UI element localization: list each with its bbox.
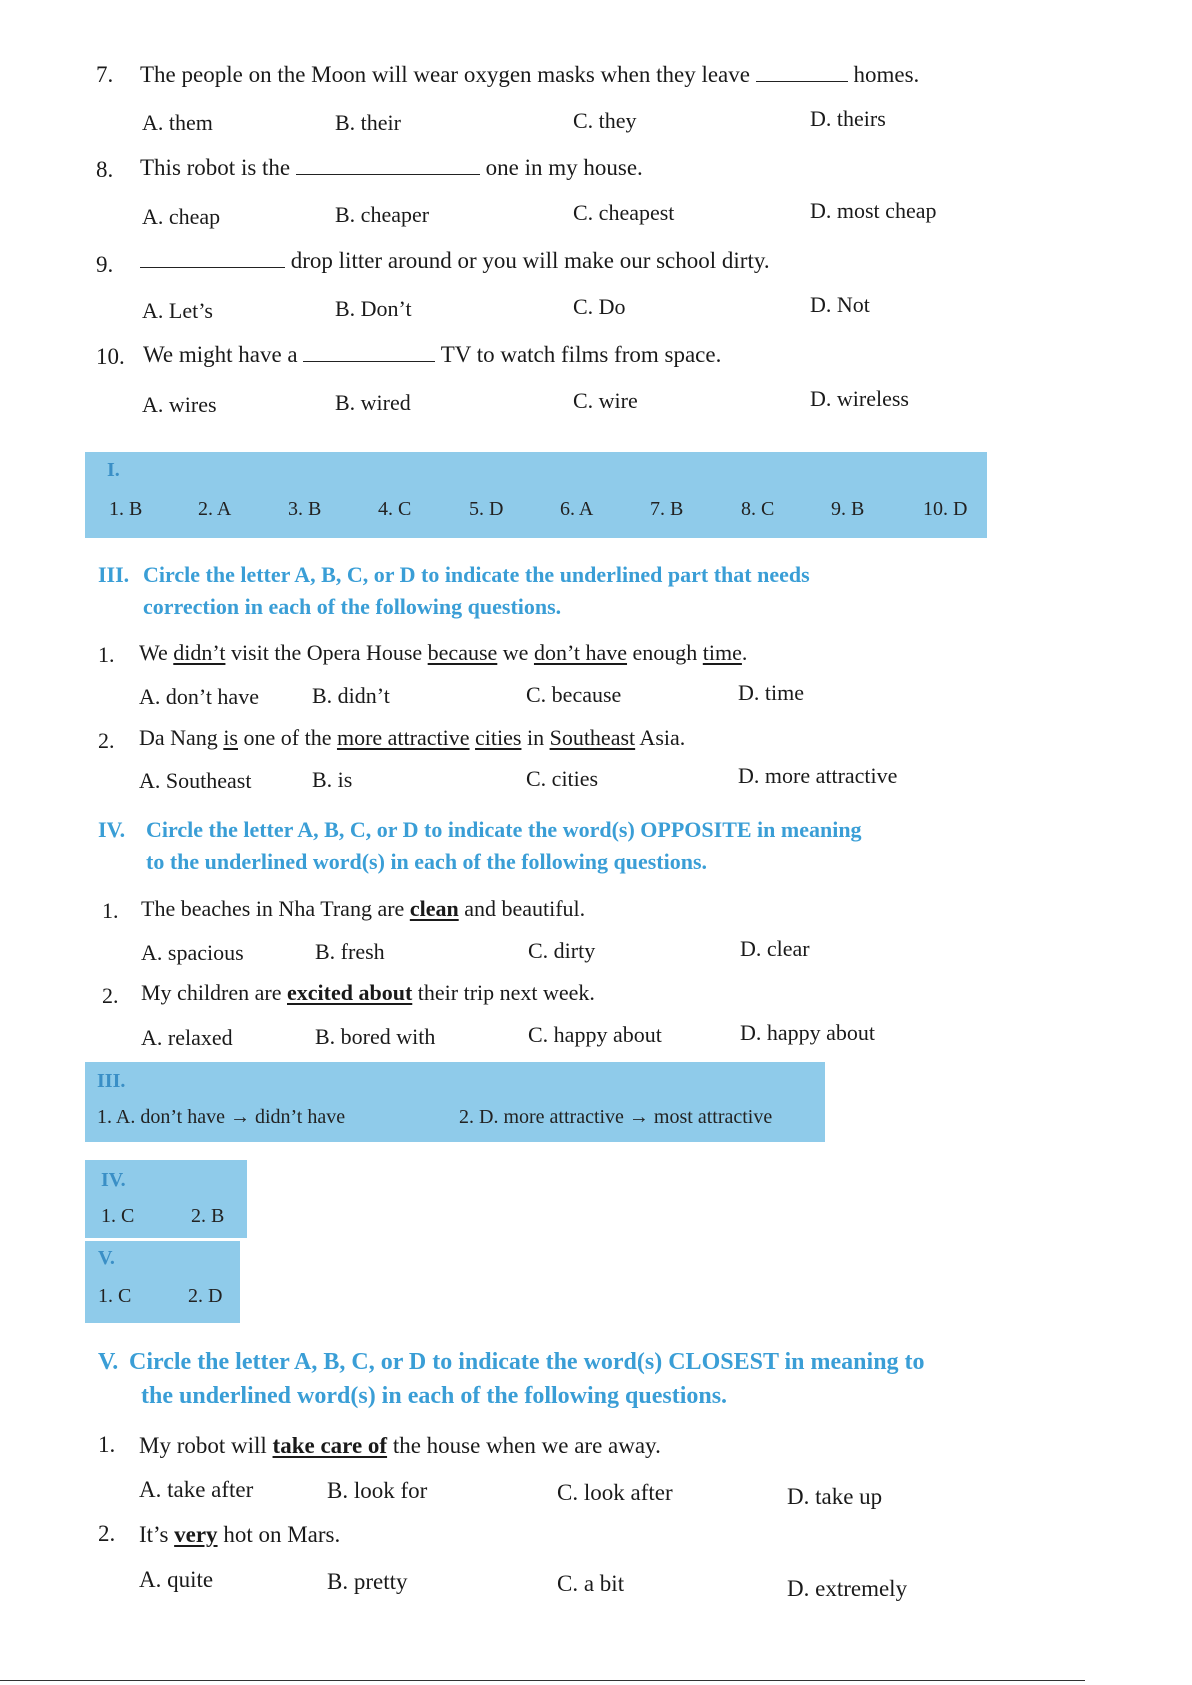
option-b: B. cheaper xyxy=(335,202,430,227)
question-number: 1. xyxy=(98,1432,116,1457)
answer-item: 1. A. don’t have → didn’t have xyxy=(97,1106,346,1128)
section-instruction-line1: Circle the letter A, B, C, or D to indicate the word(s) CLOSEST in meaning to xyxy=(129,1349,925,1375)
question-number: 7. xyxy=(96,62,114,87)
option-d: D. extremely xyxy=(787,1576,908,1601)
option-b: B. didn’t xyxy=(312,683,390,708)
option-b: B. their xyxy=(335,110,401,135)
question-number: 2. xyxy=(102,983,119,1008)
answer-item: 2. A xyxy=(198,498,232,520)
section-instruction-line2: to the underlined word(s) in each of the following questions. xyxy=(146,849,708,874)
option-a: A. take after xyxy=(139,1477,254,1502)
question-text: My children are excited about their trip next week. xyxy=(141,980,595,1005)
answer-item: 9. B xyxy=(831,498,865,520)
question-number: 10. xyxy=(96,344,125,369)
answer-key-title: I. xyxy=(107,459,120,481)
section-instruction-line2: correction in each of the following questions. xyxy=(143,594,562,619)
underlined-word: take care of xyxy=(272,1433,388,1458)
option-d: D. wireless xyxy=(810,386,909,411)
option-c: C. dirty xyxy=(528,938,596,963)
question-text: It’s very hot on Mars. xyxy=(139,1522,341,1547)
answer-key-iv xyxy=(85,1160,247,1238)
underlined-word: clean xyxy=(409,896,459,921)
answer-key-title: IV. xyxy=(101,1169,126,1191)
option-b: B. pretty xyxy=(327,1569,408,1594)
option-a: A. quite xyxy=(139,1567,214,1592)
option-c: C. cities xyxy=(526,766,599,791)
option-d: D. Not xyxy=(810,292,870,317)
option-b: B. wired xyxy=(335,390,411,415)
answer-key-i xyxy=(85,452,987,538)
option-b: B. bored with xyxy=(315,1024,436,1049)
question-number: 8. xyxy=(96,157,114,182)
answer-item: 10. D xyxy=(923,498,968,520)
option-a: A. wires xyxy=(142,392,217,417)
question-text: drop litter around or you will make our school dirty. xyxy=(140,248,770,274)
option-c: C. a bit xyxy=(557,1571,625,1596)
option-a: A. Let’s xyxy=(142,298,213,323)
question-number: 2. xyxy=(98,1521,116,1546)
section-instruction-line1: Circle the letter A, B, C, or D to indicate the underlined part that needs xyxy=(143,562,810,587)
option-a: A. spacious xyxy=(141,940,244,965)
option-d: D. most cheap xyxy=(810,198,937,223)
question-text: The people on the Moon will wear oxygen masks when they leave homes. xyxy=(140,62,920,87)
question-number: 1. xyxy=(102,898,119,923)
option-c: C. look after xyxy=(557,1480,673,1505)
option-d: D. take up xyxy=(787,1484,883,1509)
question-number: 2. xyxy=(98,728,115,753)
option-b: B. is xyxy=(312,767,353,792)
answer-item: 7. B xyxy=(650,498,684,520)
page-bottom-divider xyxy=(0,1680,1085,1681)
option-d: D. clear xyxy=(740,936,810,961)
question-text: The beaches in Nha Trang are clean and beautiful. xyxy=(141,896,586,921)
answer-item: 4. C xyxy=(378,498,412,520)
section-instruction-line1: Circle the letter A, B, C, or D to indicate the word(s) OPPOSITE in meaning xyxy=(146,817,862,842)
underlined-word: excited about xyxy=(287,980,413,1005)
option-b: B. Don’t xyxy=(335,296,412,321)
answer-blank xyxy=(303,343,435,362)
option-a: A. them xyxy=(142,110,213,135)
answer-item: 6. A xyxy=(560,498,594,520)
option-d: D. more attractive xyxy=(738,763,898,788)
underlined-word: very xyxy=(174,1522,218,1547)
question-number: 9. xyxy=(96,252,114,277)
option-c: C. because xyxy=(526,682,622,707)
option-a: A. Southeast xyxy=(139,768,252,793)
option-c: C. they xyxy=(573,108,637,133)
answer-key-iii xyxy=(85,1062,825,1142)
answer-item: 2. D xyxy=(188,1285,223,1307)
section-number: V. xyxy=(98,1349,119,1375)
option-c: C. cheapest xyxy=(573,200,675,225)
answer-item: 5. D xyxy=(469,498,504,520)
option-b: B. fresh xyxy=(315,939,385,964)
option-c: C. happy about xyxy=(528,1022,662,1047)
section-instruction-line2: the underlined word(s) in each of the following questions. xyxy=(141,1383,728,1409)
answer-item: 2. D. more attractive → most attractive xyxy=(459,1106,773,1128)
question-text: Da Nang is one of the more attractive cities in Southeast Asia. xyxy=(139,725,686,750)
answer-key-title: III. xyxy=(97,1070,126,1092)
answer-item: 2. B xyxy=(191,1205,225,1227)
option-a: A. cheap xyxy=(142,204,221,229)
answer-key-v xyxy=(85,1241,240,1323)
answer-item: 1. B xyxy=(109,498,143,520)
section-number: IV. xyxy=(98,817,126,842)
option-c: C. Do xyxy=(573,294,626,319)
option-b: B. look for xyxy=(327,1478,428,1503)
option-a: A. don’t have xyxy=(139,684,259,709)
answer-blank xyxy=(296,156,480,175)
question-text: This robot is the one in my house. xyxy=(140,155,643,180)
option-d: D. happy about xyxy=(740,1020,876,1045)
option-d: D. time xyxy=(738,680,804,705)
answer-blank xyxy=(756,63,848,82)
option-d: D. theirs xyxy=(810,106,886,131)
answer-item: 1. C xyxy=(101,1205,135,1227)
answer-key-title: V. xyxy=(98,1247,115,1269)
option-a: A. relaxed xyxy=(141,1025,233,1050)
answer-item: 8. C xyxy=(741,498,775,520)
answer-blank xyxy=(140,249,285,268)
question-number: 1. xyxy=(98,642,115,667)
question-text: My robot will take care of the house when we are away. xyxy=(139,1433,661,1458)
answer-item: 3. B xyxy=(288,498,322,520)
question-text: We didn’t visit the Opera House because we don’t have enough time. xyxy=(139,640,748,665)
question-text: We might have a TV to watch films from space. xyxy=(143,342,722,367)
answer-item: 1. C xyxy=(98,1285,132,1307)
section-number: III. xyxy=(98,562,130,587)
option-c: C. wire xyxy=(573,388,638,413)
